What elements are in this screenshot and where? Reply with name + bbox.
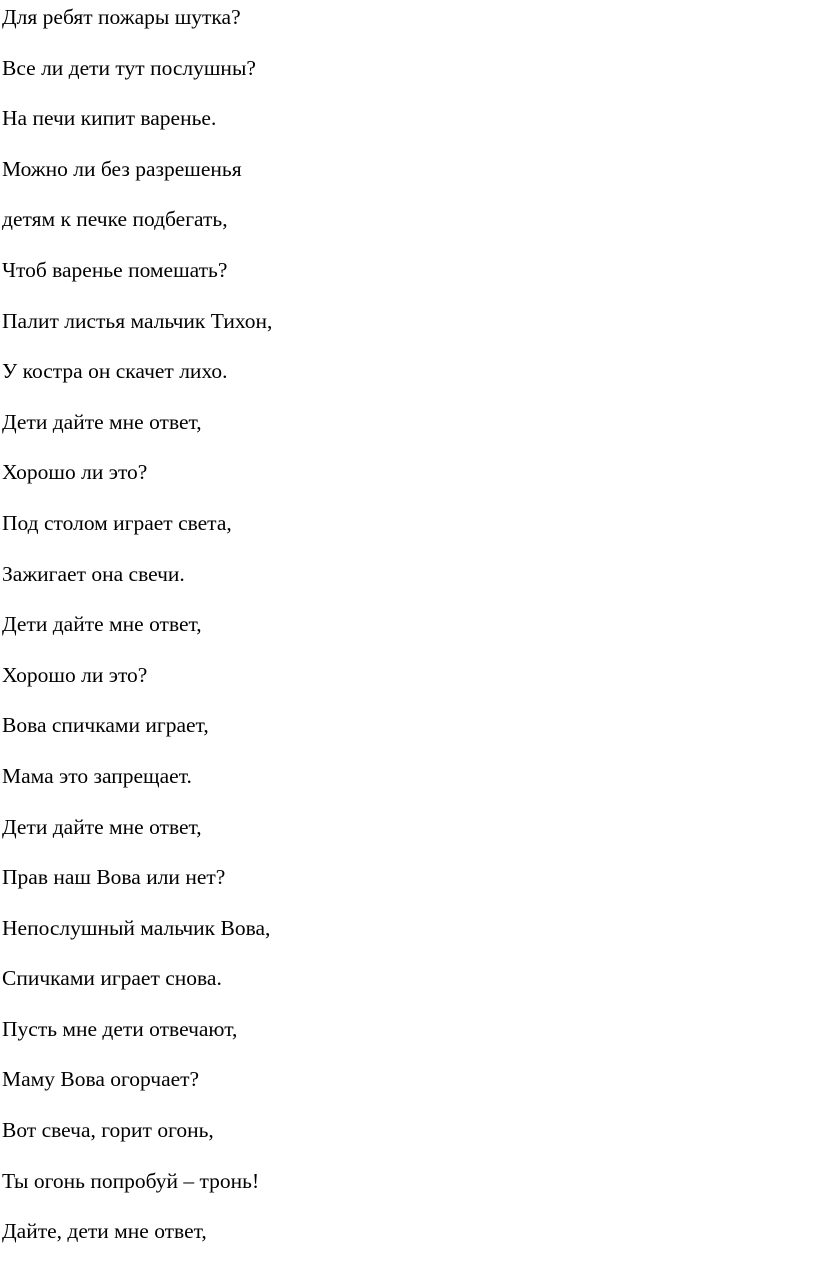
poem-line: Прав наш Вова или нет?: [2, 865, 226, 890]
poem-line: Для ребят пожары шутка?: [2, 5, 241, 29]
poem-line: Вот свеча, горит огонь,: [2, 1118, 214, 1143]
poem-line: Хорошо ли это?: [2, 662, 148, 687]
poem-line: Непослушный мальчик Вова,: [2, 915, 271, 940]
poem-line: Маму Вова огорчает?: [2, 1067, 200, 1092]
poem-line: Дети дайте мне ответ,: [2, 409, 202, 434]
poem-line: Пусть мне дети отвечают,: [2, 1016, 238, 1041]
poem-text: [2, 2, 272, 1267]
poem-line: У костра он скачет лихо.: [2, 359, 228, 384]
poem-line: Дайте, дети мне ответ,: [2, 1219, 207, 1244]
poem-line: Хорошо ли это?: [2, 460, 148, 485]
poem-line: Спичками играет снова.: [2, 966, 222, 991]
poem-line: Вова спичками играет,: [2, 713, 209, 738]
poem-line: Все ли дети тут послушны?: [2, 55, 256, 80]
poem-line: Мама это запрещает.: [2, 763, 192, 788]
poem-line: На печи кипит варенье.: [2, 106, 217, 131]
poem-line: Дети дайте мне ответ,: [2, 814, 202, 839]
poem-line: Ты огонь попробуй – тронь!: [2, 1168, 260, 1193]
poem-line: Зажигает она свечи.: [2, 561, 185, 586]
poem-line: Дети дайте мне ответ,: [2, 612, 202, 637]
poem-line: Можно ли без разрешенья: [2, 156, 242, 181]
poem-line: Палит листья мальчик Тихон,: [2, 308, 273, 333]
poem-line: детям к печке подбегать,: [2, 207, 228, 232]
poem-line: Под столом играет света,: [2, 510, 232, 535]
poem-line: Чтоб варенье помешать?: [2, 257, 228, 282]
